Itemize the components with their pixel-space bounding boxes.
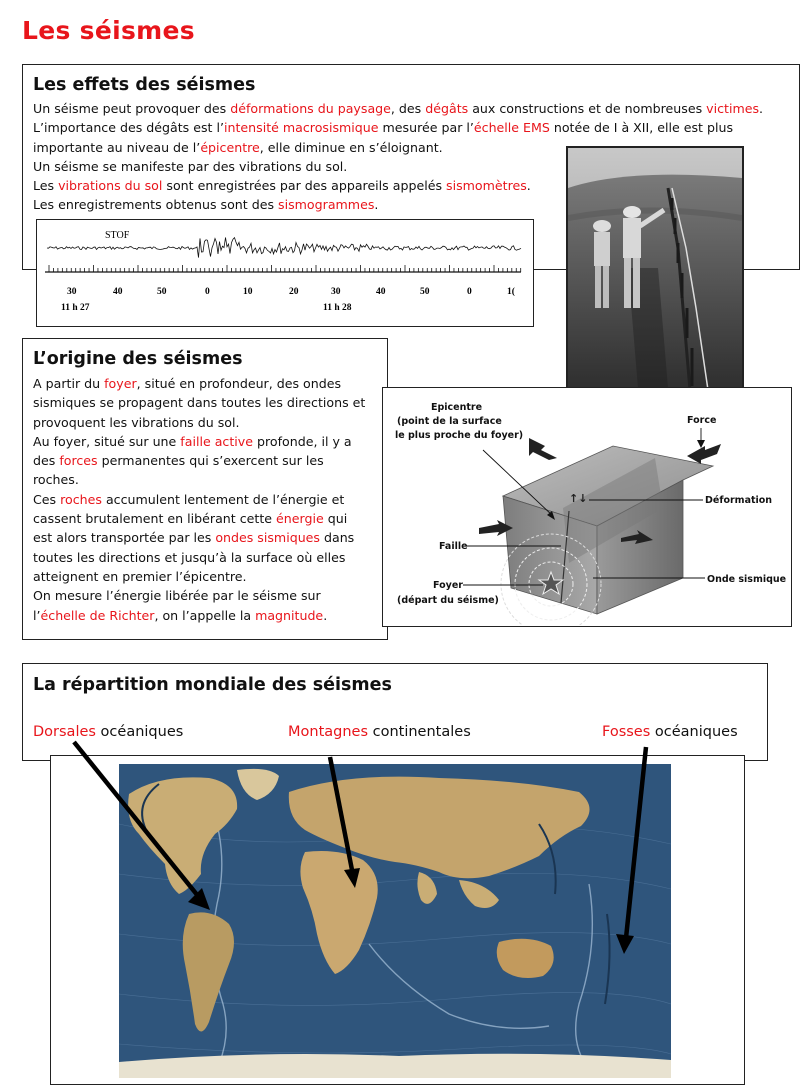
label-foyer: Foyer [433,580,463,591]
label-dorsales: Dorsales océaniques [33,724,184,740]
fault-fence-illustration [568,148,742,390]
origine-line-6: roches. [33,472,79,488]
label-epicentre: Epicentre [431,402,483,413]
time-label-2: 11 h 28 [323,303,352,313]
label-deformation: Déformation [705,495,773,506]
origine-heading: L’origine des séismes [33,349,243,369]
tick-label: 50 [157,287,167,297]
label-foyer-note: (départ du séisme) [397,595,499,606]
seismogram-trace [37,220,532,325]
time-label-1: 11 h 27 [61,303,90,313]
tick-label: 20 [289,287,299,297]
tick-label: 40 [376,287,386,297]
label-montagnes: Montagnes continentales [288,724,471,740]
effets-line-2: L’importance des dégâts est l’intensité macrosismique mesurée par l’échelle EMS notée de I à XII, elle est plus [33,120,734,136]
effets-line-1: Un séisme peut provoquer des déformations du paysage, des dégâts aux constructions et de nombreuses victimes. [33,101,764,116]
tick-label: 40 [113,287,123,297]
label-fosses: Fosses océaniques [602,724,738,740]
repartition-frame [22,663,768,761]
page-title: Les séismes [22,16,195,45]
label-epicentre-note-2: le plus proche du foyer) [395,430,524,441]
seismogram-station: STOF [105,230,130,241]
tick-label: 0 [467,287,472,297]
effets-line-4: Un séisme se manifeste par des vibrations du sol. [33,158,348,174]
origine-line-8: cassent brutalement en libérant cette énergie qui [33,511,348,527]
tick-label: 30 [331,287,341,297]
seismogram [36,219,534,327]
label-onde-sismique: Onde sismique [707,574,787,585]
tick-label: 50 [420,287,430,297]
origine-line-13: l’échelle de Richter, on l’appelle la magnitude. [33,607,328,623]
tick-label: 1( [507,287,515,297]
tick-label: 10 [243,287,253,297]
origine-line-11: atteignent en premier l’épicentre. [33,568,247,584]
origine-line-5: des forces permanentes qui s’exercent sur les [33,453,324,469]
label-faille: Faille [439,541,468,552]
origine-frame [22,338,388,640]
origine-line-4: Au foyer, situé sur une faille active profonde, il y a [33,433,352,449]
fault-block-diagram [382,387,792,627]
origine-body [33,374,385,625]
origine-line-7: Ces roches accumulent lentement de l’énergie et [33,491,345,507]
effets-heading: Les effets des séismes [33,75,256,95]
world-map-frame [50,755,745,1085]
svg-text:↑↓: ↑↓ [569,492,588,505]
repartition-heading: La répartition mondiale des séismes [33,675,392,695]
tick-label: 30 [67,287,77,297]
origine-line-12: On mesure l’énergie libérée par le séisme sur [33,588,321,604]
effets-line-3: importante au niveau de l’épicentre, elle diminue en s’éloignant. [33,139,443,155]
origine-line-1: A partir du foyer, situé en profondeur, des ondes [33,376,342,391]
effets-line-5: Les vibrations du sol sont enregistrées par des appareils appelés sismomètres. [33,178,531,194]
origine-line-2: sismiques se propagent dans toutes les directions et [33,395,366,411]
tick-label: 0 [205,287,210,297]
world-relief-map [119,764,671,1078]
origine-line-3: provoquent les vibrations du sol. [33,414,240,430]
origine-line-9: est alors transportée par les ondes sismiques dans [33,530,355,546]
label-force: Force [687,415,717,426]
fault-fence-photo [566,146,744,392]
effets-line-6: Les enregistrements obtenus sont des sismogrammes. [33,197,379,213]
label-epicentre-note-1: (point de la surface [397,416,502,427]
origine-line-10: toutes les directions et jusqu’à la surface où elles [33,549,346,565]
